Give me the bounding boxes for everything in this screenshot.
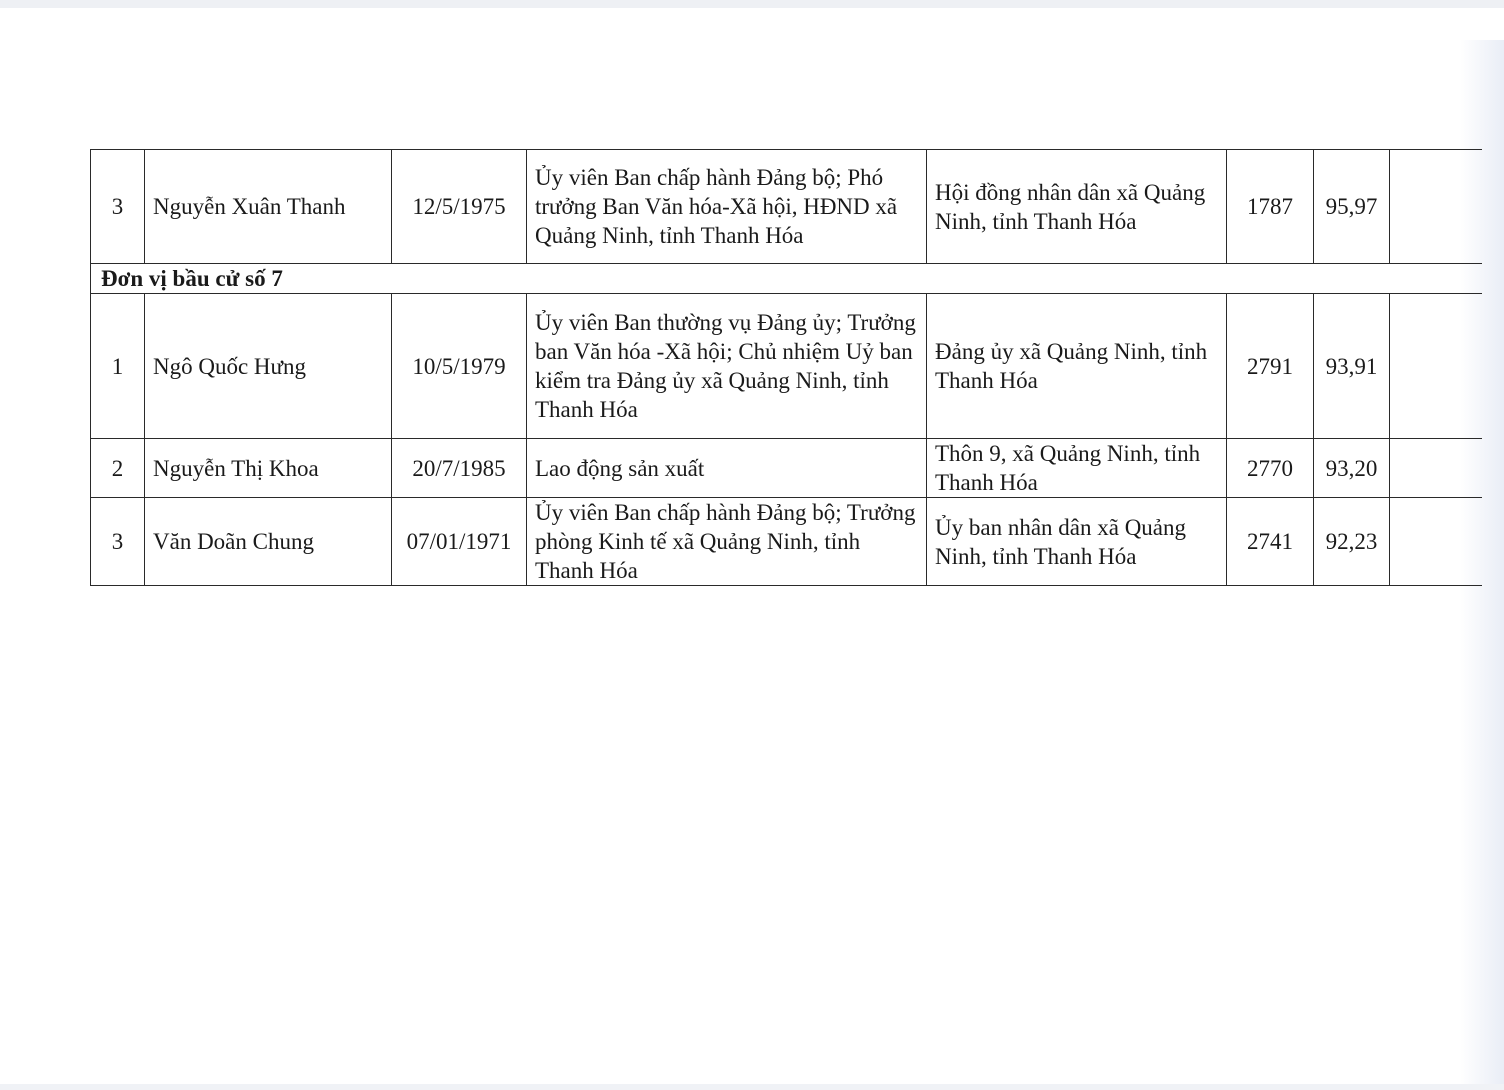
candidate-workplace: Thôn 9, xã Quảng Ninh, tỉnh Thanh Hóa	[927, 439, 1227, 498]
vote-count: 1787	[1227, 150, 1314, 264]
candidate-position: Ủy viên Ban chấp hành Đảng bộ; Trưởng phòng Kinh tế xã Quảng Ninh, tỉnh Thanh Hóa	[527, 498, 927, 586]
unit-heading-row	[91, 264, 1482, 294]
candidate-workplace: Ủy ban nhân dân xã Quảng Ninh, tỉnh Thanh Hóa	[927, 498, 1227, 586]
election-results-table	[90, 149, 1482, 586]
empty-cell	[1390, 498, 1482, 586]
candidate-name: Ngô Quốc Hưng	[145, 294, 392, 439]
row-stt: 3	[91, 150, 145, 264]
candidate-position: Ủy viên Ban chấp hành Đảng bộ; Phó trưởng Ban Văn hóa-Xã hội, HĐND xã Quảng Ninh, tỉnh Thanh Hóa	[527, 150, 927, 264]
empty-cell	[1390, 439, 1482, 498]
empty-cell	[1390, 294, 1482, 439]
unit-heading: Đơn vị bầu cử số 7	[91, 264, 1482, 294]
candidate-workplace: Đảng ủy xã Quảng Ninh, tỉnh Thanh Hóa	[927, 294, 1227, 439]
candidate-name: Văn Doãn Chung	[145, 498, 392, 586]
date-of-birth: 12/5/1975	[392, 150, 527, 264]
vote-percent: 95,97	[1314, 150, 1390, 264]
date-of-birth: 10/5/1979	[392, 294, 527, 439]
table-row	[91, 439, 1482, 498]
vote-count: 2791	[1227, 294, 1314, 439]
row-stt: 3	[91, 498, 145, 586]
table-row	[91, 294, 1482, 439]
candidate-position: Lao động sản xuất	[527, 439, 927, 498]
vote-count: 2741	[1227, 498, 1314, 586]
scan-top-edge	[0, 0, 1504, 8]
scan-bottom-edge	[0, 1084, 1504, 1090]
row-stt: 1	[91, 294, 145, 439]
vote-count: 2770	[1227, 439, 1314, 498]
candidate-name: Nguyễn Thị Khoa	[145, 439, 392, 498]
vote-percent: 93,91	[1314, 294, 1390, 439]
empty-cell	[1390, 150, 1482, 264]
candidate-workplace: Hội đồng nhân dân xã Quảng Ninh, tỉnh Thanh Hóa	[927, 150, 1227, 264]
row-stt: 2	[91, 439, 145, 498]
table-row	[91, 150, 1482, 264]
date-of-birth: 07/01/1971	[392, 498, 527, 586]
vote-percent: 92,23	[1314, 498, 1390, 586]
candidate-name: Nguyễn Xuân Thanh	[145, 150, 392, 264]
vote-percent: 93,20	[1314, 439, 1390, 498]
date-of-birth: 20/7/1985	[392, 439, 527, 498]
candidate-position: Ủy viên Ban thường vụ Đảng ủy; Trưởng ban Văn hóa -Xã hội; Chủ nhiệm Uỷ ban kiểm tra Đảng ủy xã Quảng Ninh, tỉnh Thanh Hóa	[527, 294, 927, 439]
table-row	[91, 498, 1482, 586]
